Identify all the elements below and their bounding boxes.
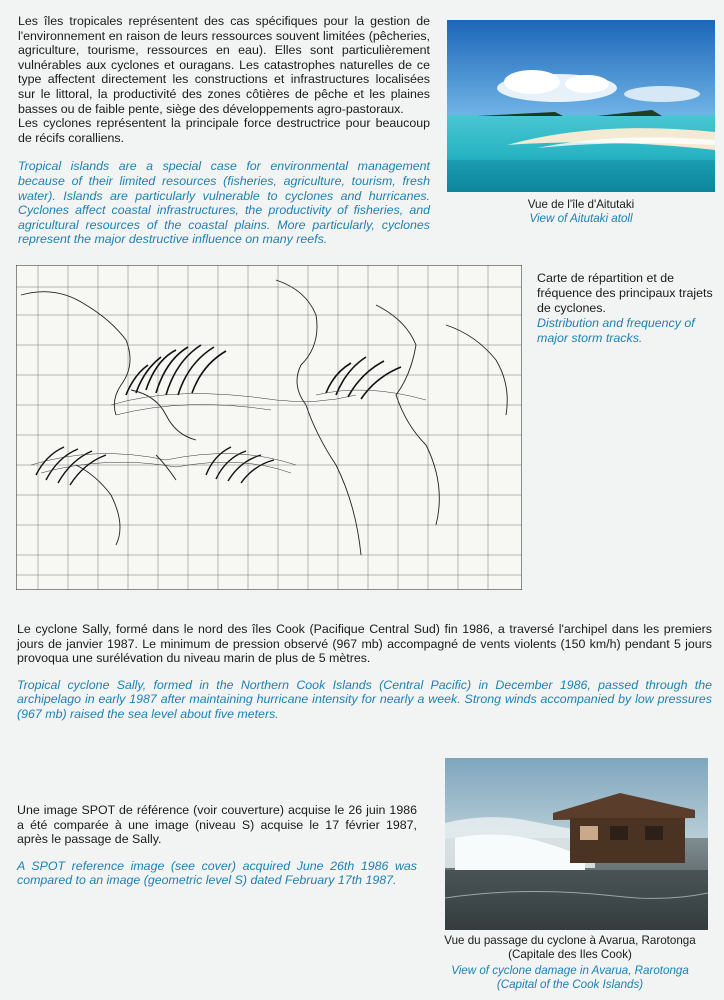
aitutaki-caption-en: View of Aitutaki atoll — [529, 212, 633, 225]
avarua-caption-en-line1: View of cyclone damage in Avarua, Rarotonga — [451, 964, 689, 977]
sally-en: Tropical cyclone Sally, formed in the Northern Cook Islands (Central Pacific) in December 1986, passed through the archipelago in early 1987 after maintaining hurricane intensity for nearly a week. Strong winds accompanied by low pressures (967 mb) raised the sea level about five meters. — [17, 677, 712, 721]
aitutaki-caption — [447, 198, 715, 226]
aitutaki-caption-fr: Vue de l'île d'Aitutaki — [527, 198, 635, 211]
map-caption — [537, 271, 717, 346]
intro-text — [18, 14, 430, 247]
spot-en: A SPOT reference image (see cover) acquired June 26th 1986 was compared to an image (geometric level S) dated February 17th 1987. — [17, 858, 417, 888]
sally-fr: Le cyclone Sally, formé dans le nord des îles Cook (Pacifique Central Sud) fin 1986, a traversé l'archipel dans les premiers jours de janvier 1987. Le minimum de pression observé (967 mb) accompagné de vents violents (150 km/h) pendant 5 jours provoqua une surélévation du niveau marin de plus de 5 mètres. — [17, 622, 712, 666]
aitutaki-photo — [447, 20, 715, 192]
avarua-photo — [445, 758, 708, 930]
storm-track-map — [16, 265, 522, 590]
map-caption-en: Distribution and frequency of major storm tracks. — [537, 316, 695, 345]
intro-fr-paragraph-2: Les cyclones représentent la principale force destructrice pour beaucoup de récifs coralliens. — [18, 116, 430, 145]
spot-text — [17, 803, 417, 888]
avarua-caption — [420, 934, 720, 992]
spot-fr: Une image SPOT de référence (voir couverture) acquise le 26 juin 1986 a été comparée à une image (niveau S) acquise le 17 février 1987, après le passage de Sally. — [17, 803, 417, 847]
intro-en-paragraph: Tropical islands are a special case for environmental management because of their limited resources (fisheries, agriculture, tourism, fresh water). Islands are particularly vulnerable to cyclones and hurricanes. Cyclones affect coastal infrastructures, the productivity of fisheries, and agricultural resources of the coastal plains. More particularly, cyclones represent the major destructive influence on many reefs. — [18, 159, 430, 247]
intro-fr-paragraph-1: Les îles tropicales représentent des cas spécifiques pour la gestion de l'environnement en raison de leurs ressources souvent limitées (pêcheries, agriculture, tourisme, ressources en eau). Elles sont particulièrement vulnérables aux cyclones et ouragans. Les catastrophes naturelles de ce type affectent directement les constructions et infrastructures localisées sur le littoral, la productivité des zones côtières de pêche et les plaines basses ou de faible pente, siège des développements agro-pastoraux. — [18, 14, 430, 116]
map-caption-fr: Carte de répartition et de fréquence des principaux trajets de cyclones. — [537, 271, 713, 315]
avarua-caption-fr-line2: (Capitale des Iles Cook) — [508, 948, 632, 961]
avarua-caption-en-line2: (Capital of the Cook Islands) — [496, 978, 644, 991]
avarua-caption-fr-line1: Vue du passage du cyclone à Avarua, Rarotonga — [444, 934, 696, 947]
sally-text — [17, 622, 712, 722]
